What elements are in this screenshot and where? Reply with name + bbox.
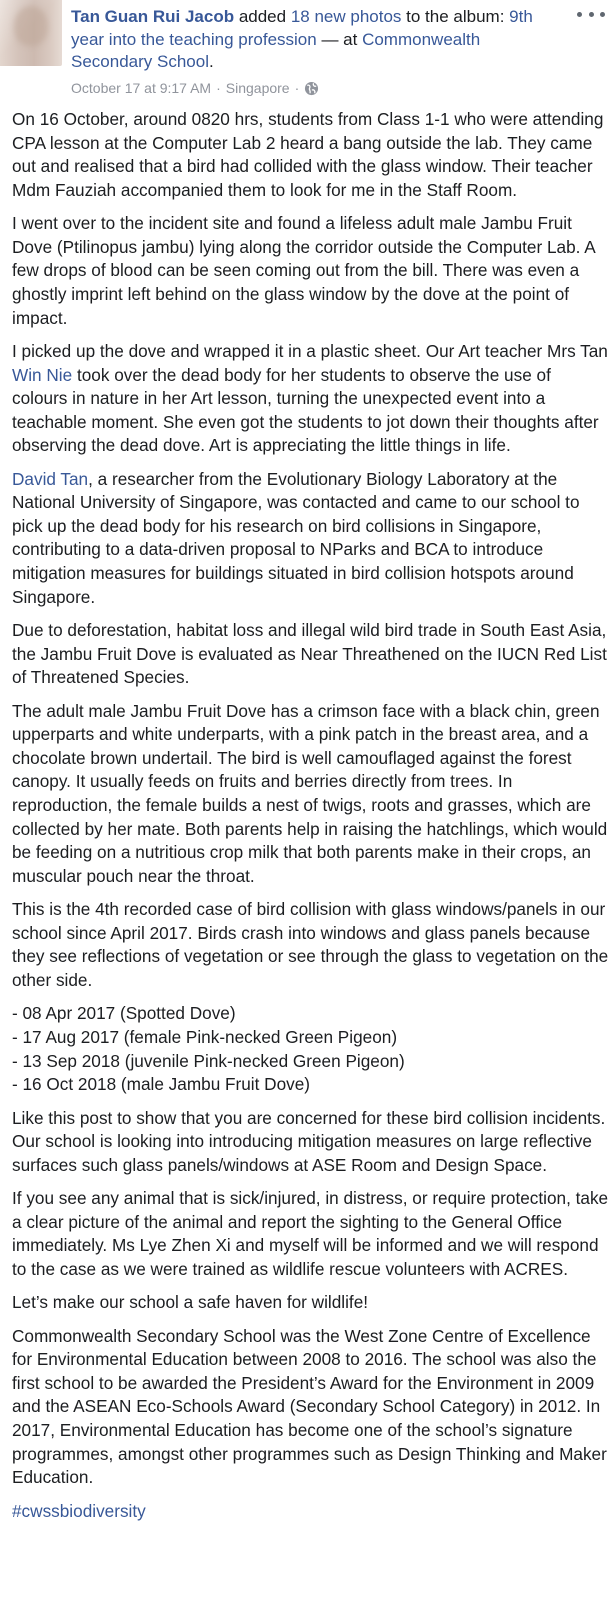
paragraph-9: If you see any animal that is sick/injured, in distress, or require protection, take a clear picture of the animal and report the sighting to the General Office immediately. Ms Lye Zhen Xi and myself will be informed and we will respond to the case as we were trained as wildlife rescue volunteers with ACRES. xyxy=(12,1188,609,1279)
paragraph-11: Commonwealth Secondary School was the West Zone Centre of Excellence for Environmental Education between 2008 to 2016. The school was also the first school to be awarded the President’s Award for the Environment in 2009 and the ASEAN Eco-Schools Award (Secondary School Category) in 2012. In 2017, Environmental Education has become one of the school’s signature programmes, amongst other programmes such as Design Thinking and Maker Education. xyxy=(12,1325,607,1488)
list-item: - 17 Aug 2017 (female Pink-necked Green Pigeon) xyxy=(12,1026,398,1047)
action-text-middle: to the album: xyxy=(401,7,510,26)
post-body xyxy=(12,108,610,1533)
paragraph-1: On 16 October, around 0820 hrs, students from Class 1-1 who were attending CPA lesson at the Computer Lab 2 heard a bang outside the lab. They came out and realised that a bird had collided with the glass window. Their teacher Mdm Fauziah accompanied them to look for me in the Staff Room. xyxy=(12,109,604,200)
action-text: added xyxy=(234,7,291,26)
paragraph-2: I went over to the incident site and found a lifeless adult male Jambu Fruit Dove (Ptilinopus jambu) lying along the corridor outside the Computer Lab. A few drops of blood can be seen coming out from the bill. There was even a ghostly imprint left behind on the glass window by the dove at the point of impact. xyxy=(12,213,595,328)
david-tan-link[interactable]: David Tan xyxy=(12,468,89,489)
paragraph-5: Due to deforestation, habitat loss and illegal wild bird trade in South East Asia, the Jambu Fruit Dove is evaluated as Near Threathened on the IUCN Red List of Threatened Species. xyxy=(12,620,607,688)
globe-icon[interactable] xyxy=(304,81,319,96)
place-label: Singapore xyxy=(225,80,290,96)
more-options-icon xyxy=(577,12,582,17)
hashtag-link[interactable]: #cwssbiodiversity xyxy=(12,1500,146,1521)
location-link[interactable]: Commonwealth Secondary School xyxy=(71,29,481,71)
album-link[interactable]: 9th year into the teaching profession xyxy=(71,7,533,49)
author-name-link[interactable]: Tan Guan Rui Jacob xyxy=(71,7,235,26)
avatar[interactable] xyxy=(0,0,62,66)
more-options-button[interactable] xyxy=(577,6,605,22)
paragraph-3: I picked up the dove and wrapped it in a plastic sheet. Our Art teacher Mrs Tan Win Nie took over the dead body for her students to observe the use of colours in nature in her Art lesson, turning the unexpected event into a teachable moment. She even got the students to jot down their thoughts after observing the dead dove. Art is appreciating the little things in life. xyxy=(12,340,608,456)
timestamp-link[interactable]: October 17 at 9:17 AM xyxy=(71,80,212,96)
post-header xyxy=(71,6,551,74)
location-separator: — at xyxy=(316,29,363,49)
meta-separator: · xyxy=(216,80,221,96)
paragraph-6: The adult male Jambu Fruit Dove has a crimson face with a black chin, green upperparts and white underparts, with a pink patch in the breast area, and a chocolate brown undertail. The bird is well camouflaged against the forest canopy. It usually feeds on fruits and berries directly from trees. In reproduction, the female builds a nest of twigs, roots and grasses, which are collected by her mate. Both parents help in raising the hatchlings, which would be feeding on a nutritious crop milk that both parents make in their crops, an muscular pouch near the throat. xyxy=(12,700,608,886)
list-item: - 13 Sep 2018 (juvenile Pink-necked Green Pigeon) xyxy=(12,1050,405,1071)
photos-count-link[interactable]: 18 new photos xyxy=(290,7,402,26)
hashtag-paragraph xyxy=(12,1500,610,1524)
collision-cases-list xyxy=(12,1002,610,1096)
paragraph-10: Let’s make our school a safe haven for wildlife! xyxy=(12,1292,369,1313)
paragraph-4: David Tan, a researcher from the Evolutionary Biology Laboratory at the National University of Singapore, was contacted and came to our school to pick up the dead body for his research on bird collisions in Singapore, contributing to a data-driven proposal to NParks and BCA to introduce mitigation measures for buildings situated in bird collision hotspots around Singapore. xyxy=(12,468,580,607)
list-item: - 08 Apr 2017 (Spotted Dove) xyxy=(12,1003,236,1024)
header-period: . xyxy=(208,52,214,71)
paragraph-8: Like this post to show that you are concerned for these bird collision incidents. Our school is looking into introducing mitigation measures on large reflective surfaces such glass panels/windows at ASE Room and Design Space. xyxy=(12,1107,606,1175)
post-meta xyxy=(71,80,319,96)
win-nie-link[interactable]: Win Nie xyxy=(12,364,73,385)
meta-separator-2: · xyxy=(294,80,300,96)
list-item: - 16 Oct 2018 (male Jambu Fruit Dove) xyxy=(12,1074,311,1095)
paragraph-7: This is the 4th recorded case of bird collision with glass windows/panels in our school since April 2017. Birds crash into windows and glass panels because they see reflections of vegetation or see through the glass to vegetation on the other side. xyxy=(12,899,609,990)
